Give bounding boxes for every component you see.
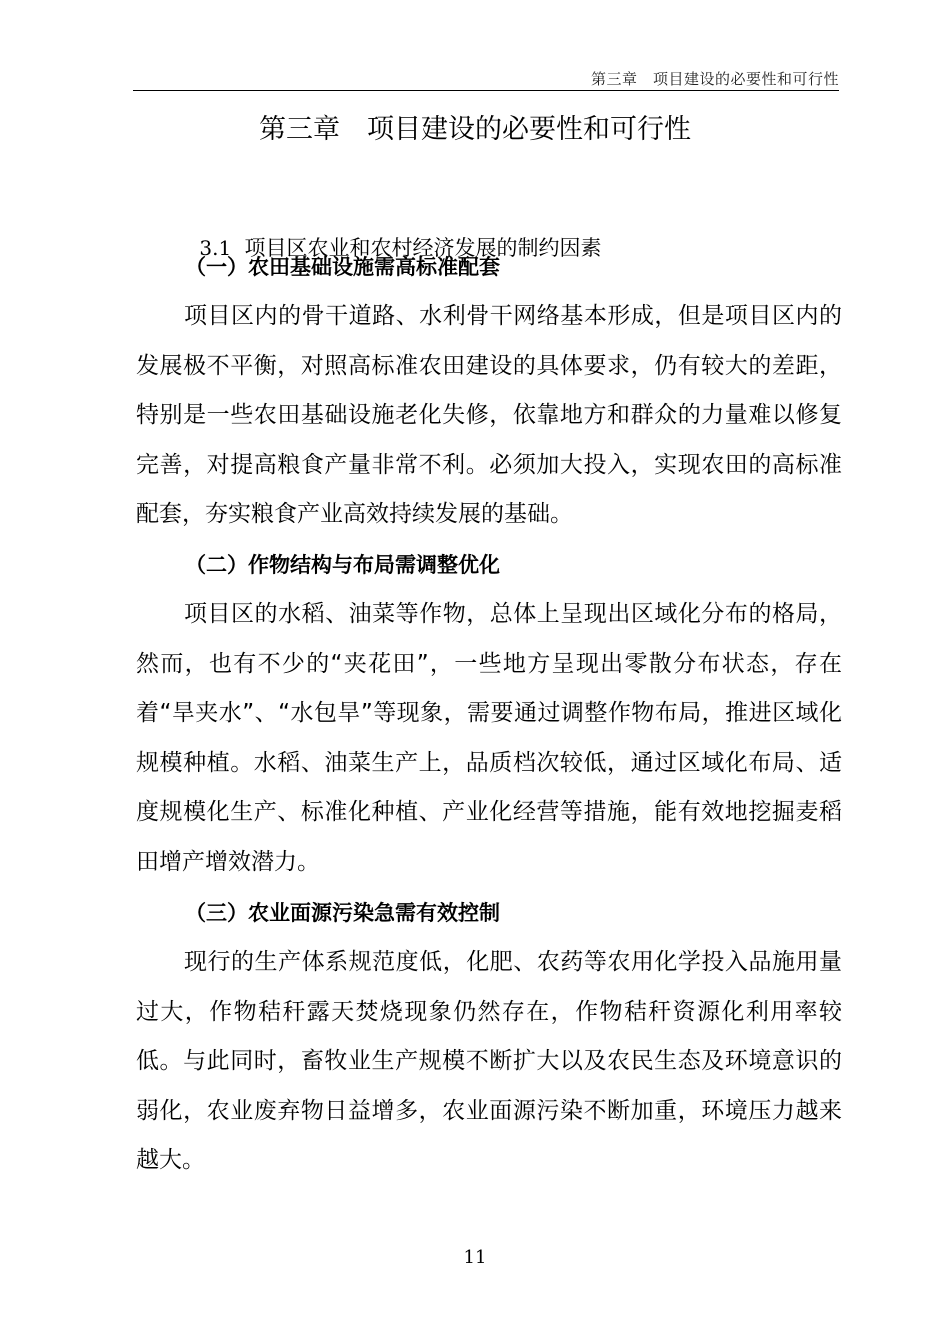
subsection-paragraph-2: 项目区的水稻、油菜等作物，总体上呈现出区域化分布的格局，然而，也有不少的“夹花田”，一些地方呈现出零散分布状态，存在着“旱夹水”、“水包旱”等现象，需要通过调整作物布局，推进区域化规模种植。水稻、油菜生产上，品质档次较低，通过区域化布局、适度规模化生产、标准化种植、产业化经营等措施，能有效地挖掘麦稻田增产增效潜力。: [136, 601, 842, 875]
page-number: 11: [463, 1247, 487, 1268]
page-header: [133, 66, 839, 91]
section-number: 3.1: [199, 236, 232, 260]
subsection-heading-3: （三）农业面源污染急需有效控制: [185, 901, 500, 925]
subsection-paragraph-3: 现行的生产体系规范度低，化肥、农药等农用化学投入品施用量过大，作物秸秆露天焚烧现象仍然存在，作物秸秆资源化利用率较低。与此同时，畜牧业生产规模不断扩大以及农民生态及环境意识的弱化，农业废弃物日益增多，农业面源污染不断加重，环境压力越来越大。: [136, 949, 842, 1174]
subsection-paragraph-1: 项目区内的骨干道路、水利骨干网络基本形成，但是项目区内的发展极不平衡，对照高标准农田建设的具体要求，仍有较大的差距，特别是一些农田基础设施老化失修，依靠地方和群众的力量难以修复完善，对提高粮食产量非常不利。必须加大投入，实现农田的高标准配套，夯实粮食产业高效持续发展的基础。: [136, 303, 842, 528]
section-title: 项目区农业和农村经济发展的制约因素: [244, 236, 602, 260]
running-header-title: 第三章 项目建设的必要性和可行性: [590, 70, 839, 88]
chapter-title: 第三章 项目建设的必要性和可行性: [259, 114, 691, 145]
subsection-heading-2: （二）作物结构与布局需调整优化: [185, 553, 500, 577]
subsection-heading-1: （一）农田基础设施需高标准配套: [185, 255, 500, 279]
